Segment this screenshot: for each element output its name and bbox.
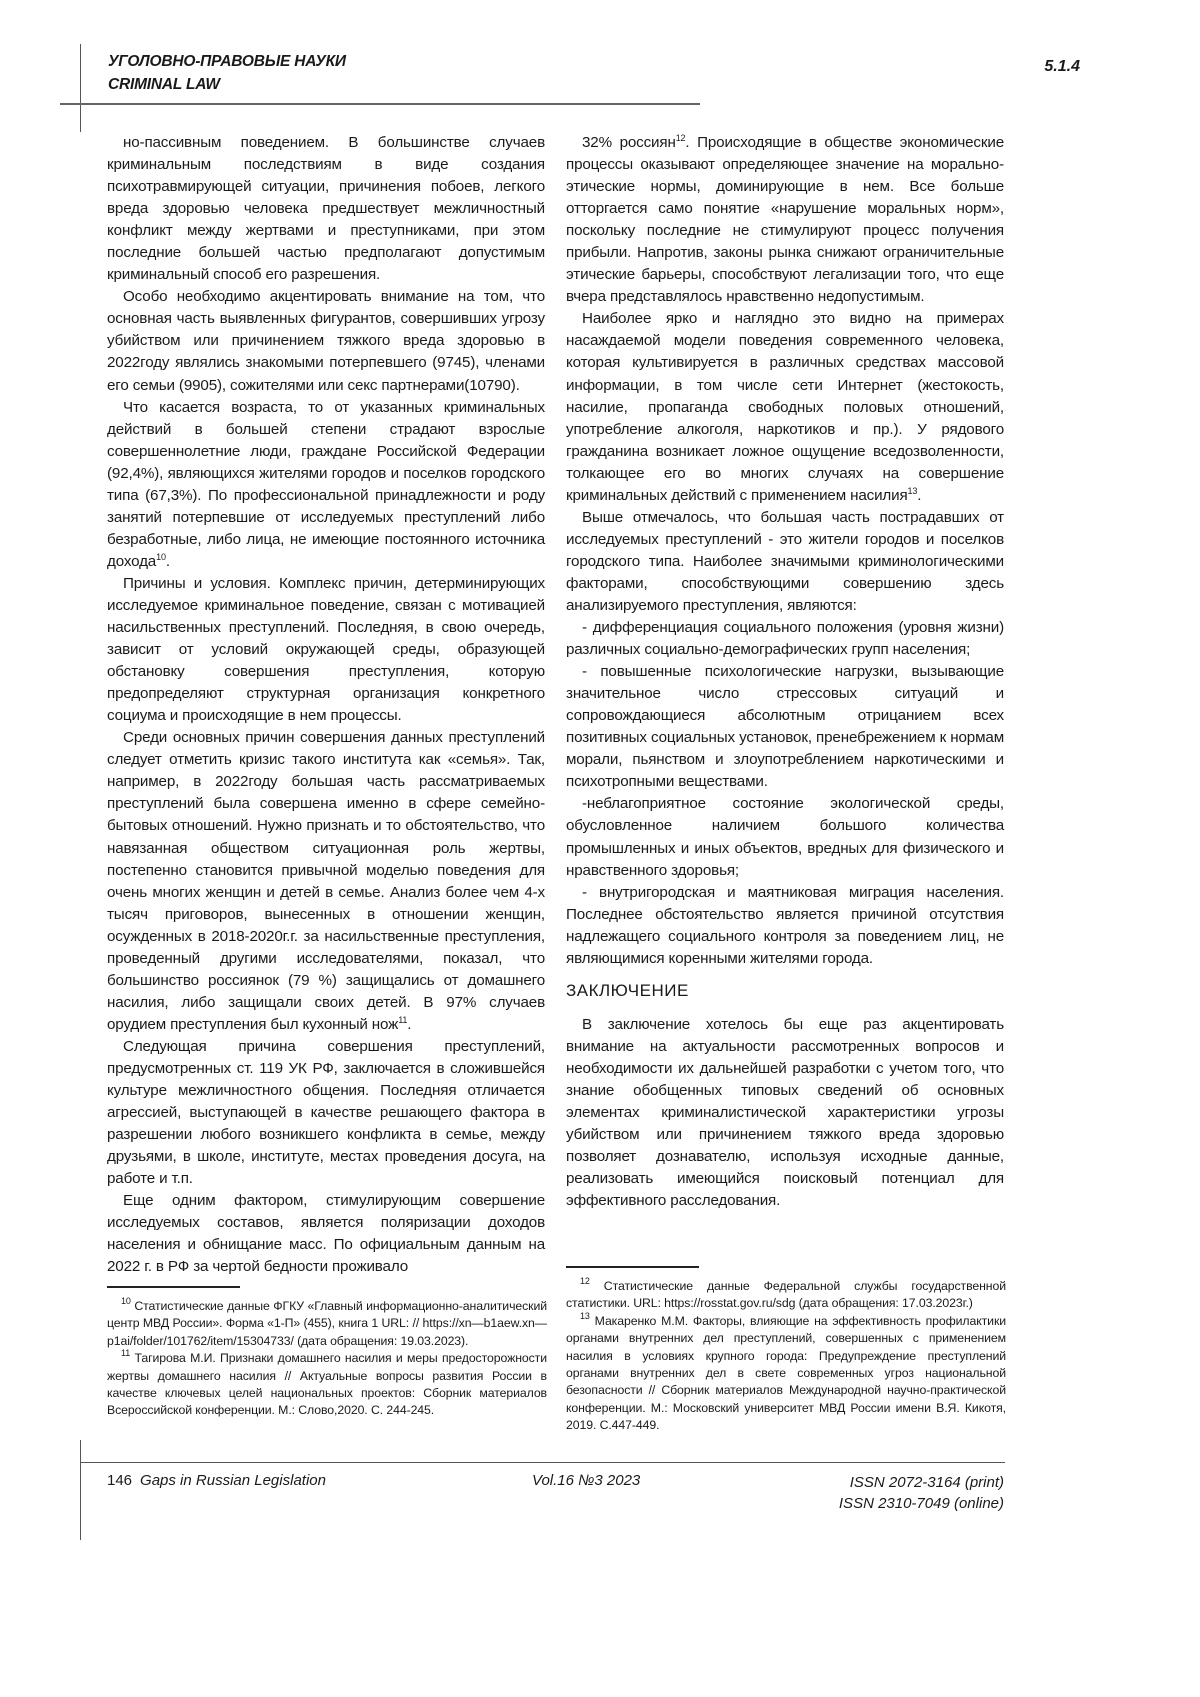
footer-left <box>107 1472 326 1489</box>
footnote-ref[interactable]: 13 <box>908 486 918 496</box>
paragraph-text: Причины и условия. Комплекс причин, детерминирующих исследуемое криминальное поведение, связан с мотивацией насильственных преступлений. Последняя, в свою очередь, зависит от условий окружающей среды, образующей обстановку совершения преступления, которую предопределяют структурная организация конкретного социума и происходящие в нем процессы. <box>107 575 545 724</box>
footnote-ref[interactable]: 11 <box>398 1015 407 1025</box>
conclusion-heading: ЗАКЛЮЧЕНИЕ <box>566 980 1004 1002</box>
footnote-rule <box>107 1286 240 1288</box>
body-paragraph <box>107 727 545 1036</box>
body-paragraph <box>107 573 545 727</box>
footnotes-left <box>107 1286 547 1420</box>
footer-vertical-rule <box>80 1440 81 1540</box>
body-paragraph <box>107 1036 545 1190</box>
body-paragraph <box>566 507 1004 617</box>
body-paragraph <box>566 882 1004 970</box>
page-number: 146 <box>107 1472 132 1489</box>
footnote-ref[interactable]: 12 <box>676 133 686 143</box>
footnote-text: Макаренко М.М. Факторы, влияющие на эффективность профилактики органами внутренних дел преступлений, совершенных с применением насилия в условиях крупного города: Предупреждение преступлений органами внутренних дел в свете современных угроз национальной безопасности // Сборник материалов Международной научно-практической конференции. М.: Московский университет МВД России имени В.Я. Кикотя, 2019. С.447-449. <box>566 1314 1006 1432</box>
section-title-ru: УГОЛОВНО-ПРАВОВЫЕ НАУКИ <box>108 50 346 73</box>
body-paragraph <box>566 132 1004 308</box>
footnote-text: Тагирова М.И. Признаки домашнего насилия и меры предосторожности жертвы домашнего насилия // Актуальные вопросы развития России в качестве ключевых целей национальных проектов: Сборник материалов Всероссийской конференции. М.: Слово,2020. С. 244-245. <box>107 1351 547 1417</box>
body-paragraph <box>566 617 1004 661</box>
paragraph-text: Еще одним фактором, стимулирующим совершение исследуемых составов, является поляризации доходов населения и обнищание масс. По официальным данным на 2022 г. в РФ за чертой бедности проживало <box>107 1192 545 1275</box>
footnote-ref[interactable]: 10 <box>156 552 166 562</box>
paragraph-text: . <box>407 1016 411 1033</box>
right-column <box>566 132 1004 1212</box>
paragraph-text: . Происходящие в обществе экономические процессы оказывают определяющее значение на морально-этические нормы, доминирующие в нем. Все больше отторгается само понятие «нарушение моральных норм», поскольку последние не стимулируют процесс получения прибыли. Напротив, законы рынка снижают ограничительные этические барьеры, способствуют легализации того, что еще вчера представлялось нравственно недопустимым. <box>566 134 1004 305</box>
section-title-en: CRIMINAL LAW <box>108 73 346 96</box>
paragraph-text: но-пассивным поведением. В большинстве случаев криминальным последствиям в виде создания психотравмирующей ситуации, причинения побоев, легкого вреда здоровью человека предшествует межличностный конфликт между жертвами и преступниками, при этом последние большей частью предполагают допустимым криминальный способ его разрешения. <box>107 134 545 283</box>
paragraph-text: - повышенные психологические нагрузки, вызывающие значительное число стрессовых ситуаций и сопровождающиеся абсолютным отрицанием всех позитивных социальных установок, пренебрежением к нормам морали, пьянством и злоупотреблением наркотическими и психотропными веществами. <box>566 663 1004 790</box>
footnote-number: 11 <box>121 1348 130 1358</box>
paragraph-text: . <box>917 487 921 504</box>
paragraph-text: -неблагоприятное состояние экологической среды, обусловленное наличием большого количества промышленных и иных объектов, вредных для физического и нравственного здоровья; <box>566 795 1004 878</box>
footnote <box>107 1298 547 1350</box>
paragraph-text: 32% россиян <box>582 134 676 151</box>
body-paragraph <box>566 793 1004 881</box>
footnote-text: Статистические данные ФГКУ «Главный информационно-аналитический центр МВД России». Форма «1-П» (455), книга 1 URL: // https://xn—b1aew.xn—p1ai/folder/101762/item/15304733/ (дата обращения: 19.03.2023). <box>107 1299 547 1348</box>
paragraph-text: - внутригородская и маятниковая миграция населения. Последнее обстоятельство является причиной отсутствия надлежащего социального контроля за поведением лиц, не являющимися коренными жителями города. <box>566 884 1004 967</box>
body-paragraph <box>107 1190 545 1278</box>
body-paragraph <box>566 661 1004 793</box>
volume-issue: Vol.16 №3 2023 <box>532 1472 640 1489</box>
footnote-number: 12 <box>580 1276 590 1286</box>
journal-name: Gaps in Russian Legislation <box>140 1472 326 1489</box>
body-paragraph <box>107 286 545 396</box>
footnote-text: Статистические данные Федеральной службы государственной статистики. URL: https://rosstat.gov.ru/sdg (дата обращения: 17.03.2023г.) <box>566 1279 1006 1310</box>
footnote-number: 10 <box>121 1296 131 1306</box>
issn-block <box>839 1472 1004 1514</box>
header-rule <box>60 103 700 105</box>
paragraph-text: Выше отмечалось, что большая часть пострадавших от исследуемых преступлений - это жители городов и поселков городского типа. Наиболее значимыми криминологическими факторами, способствующими совершению здесь анализируемого преступления, являются: <box>566 509 1004 614</box>
section-code: 5.1.4 <box>1044 58 1080 76</box>
footer-rule <box>80 1462 1005 1463</box>
header-vertical-rule <box>80 44 81 132</box>
issn-print: ISSN 2072-3164 (print) <box>839 1472 1004 1493</box>
body-paragraph <box>107 132 545 286</box>
footnote <box>566 1313 1006 1435</box>
footnotes-right <box>566 1266 1006 1435</box>
paragraph-text: - дифференциация социального положения (уровня жизни) различных социально-демографических групп населения; <box>566 619 1004 658</box>
footnote <box>566 1278 1006 1313</box>
footnote-number: 13 <box>580 1311 590 1321</box>
paragraph-text: Среди основных причин совершения данных преступлений следует отметить кризис такого института как «семья». Так, например, в 2022году большая часть рассматриваемых преступлений была совершена именно в сфере семейно-бытовых отношений. Нужно признать и то обстоятельство, что навязанная обществом ситуационная роль жертвы, постепенно становится привычной моделью поведения для очень многих женщин и детей в семье. Анализ более чем 4-х тысяч приговоров, вынесенных в отношении женщин, осужденных в 2018-2020г.г. за насильственные преступления, проведенный другими исследователями, показал, что большинство россиянок (79 %) защищались от домашнего насилия, либо защищали своих детей. В 97% случаев орудием преступления был кухонный нож <box>107 729 545 1033</box>
paragraph-text: Что касается возраста, то от указанных криминальных действий в большей степени страдают взрослые совершеннолетние люди, граждане Российской Федерации (92,4%), являющихся жителями городов и поселков городского типа (67,3%). По профессиональной принадлежности и роду занятий потерпевшие от исследуемых преступлений либо безработные, либо лица, не имеющие постоянного источника дохода <box>107 399 545 570</box>
paragraph-text: Следующая причина совершения преступлений, предусмотренных ст. 119 УК РФ, заключается в сложившейся культуре межличностного общения. Последняя отличается агрессией, выступающей в качестве решающего фактора в разрешении любого возникшего конфликта в семье, между друзьями, в школе, институте, местах проведения досуга, на работе и т.п. <box>107 1038 545 1187</box>
issn-online: ISSN 2310-7049 (online) <box>839 1493 1004 1514</box>
paragraph-text: Особо необходимо акцентировать внимание на том, что основная часть выявленных фигурантов, совершивших угрозу убийством или причинением тяжкого вреда здоровью в 2022году являлись знакомыми потерпевшего (9745), членами его семьи (9905), сожителями или секс партнерами(10790). <box>107 288 545 393</box>
footnote <box>107 1350 547 1420</box>
conclusion-paragraph: В заключение хотелось бы еще раз акцентировать внимание на актуальности рассмотренных вопросов и необходимости их дальнейшей разработки с учетом того, что знание обобщенных типовых сведений об основных элементах криминалистической характеристики угрозы убийством или причинением тяжкого вреда здоровью позволяет дознавателю, используя исходные данные, реализовать имеющийся поисковый потенциал для эффективного расследования. <box>566 1014 1004 1212</box>
paragraph-text: . <box>166 553 170 570</box>
left-column <box>107 132 545 1278</box>
running-header <box>108 50 346 96</box>
footnote-rule <box>566 1266 699 1268</box>
body-paragraph <box>566 308 1004 506</box>
body-paragraph <box>107 397 545 573</box>
paragraph-text: Наиболее ярко и наглядно это видно на примерах насаждаемой модели поведения современного человека, которая культивируется в различных средствах массовой информации, в том числе сети Интернет (жестокость, насилие, пропаганда свободных половых отношений, употребление алкоголя, наркотиков и пр.). У рядового гражданина возникает ложное ощущение вседозволенности, толкающее его во многих случаях на совершение криминальных действий с применением насилия <box>566 310 1004 503</box>
